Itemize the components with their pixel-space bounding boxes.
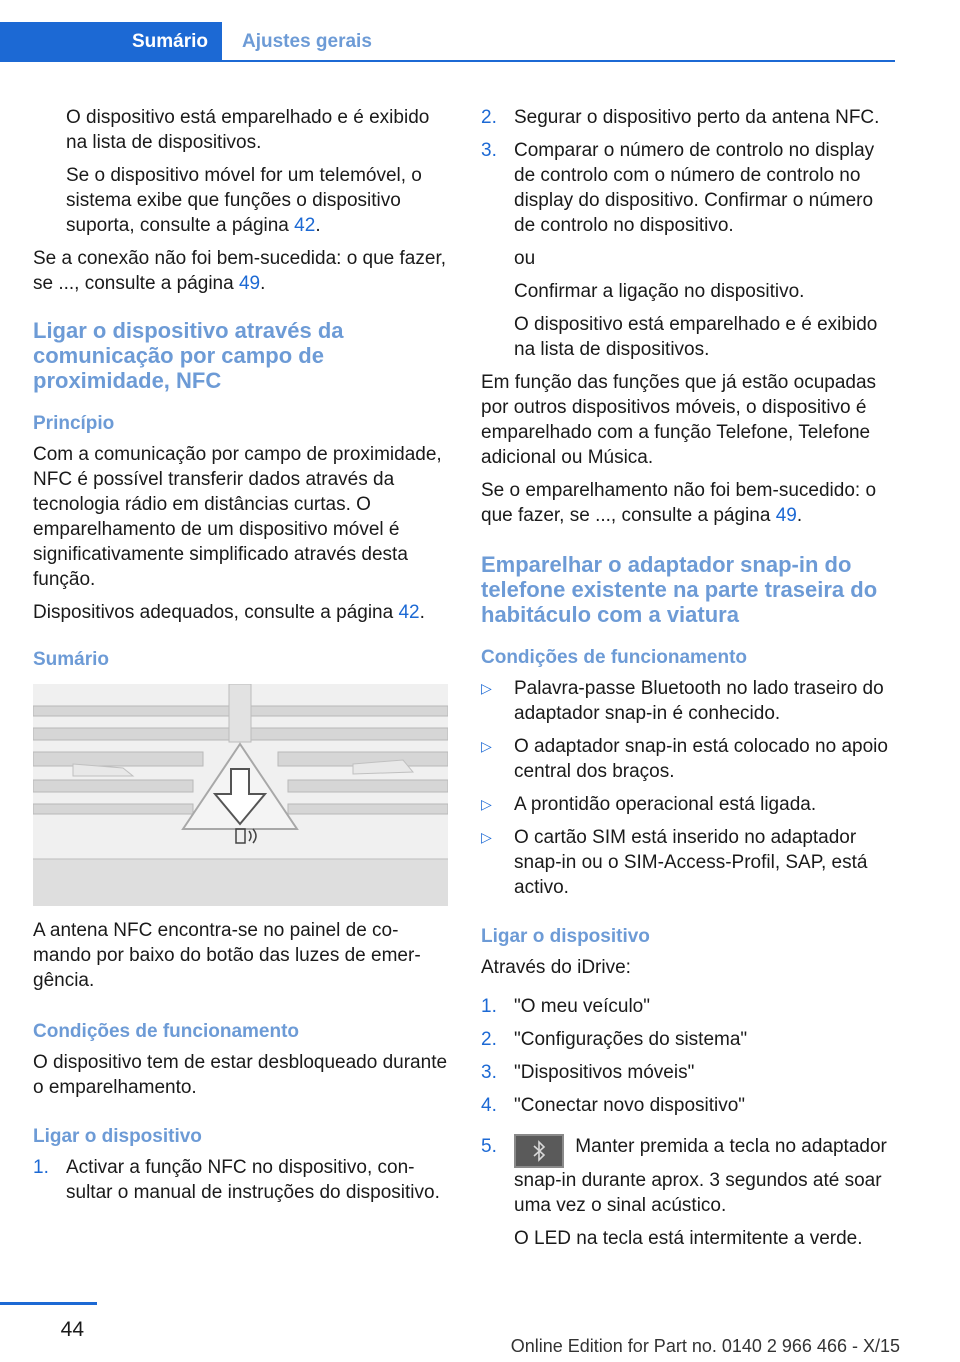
condicoes-paragraph: O dispositivo tem de estar desbloqueado durante o emparelhamento. <box>33 1052 448 1098</box>
subheading-sumario: Sumário <box>33 649 110 670</box>
list-item <box>481 1093 896 1118</box>
step-text: Segurar o dispositivo perto da antena NFC. <box>514 107 880 128</box>
right-steps-list <box>481 105 896 362</box>
pairing-failed-paragraph: Se o emparelhamento não foi bem-sucedido: o que fazer, se ..., consulte a página 49. <box>481 480 877 526</box>
list-item <box>481 994 896 1019</box>
conditions-list <box>481 676 896 900</box>
left-steps-list <box>33 1155 448 1205</box>
step-text: "Dispositivos móveis" <box>514 1062 695 1083</box>
right-column <box>481 105 896 1259</box>
list-item <box>481 1027 896 1052</box>
page-link-42-b[interactable]: 42 <box>398 602 420 623</box>
step-number: 3. <box>481 1062 497 1083</box>
paired-paragraph: O dispositivo está emparelhado e é exibido na lista de dispositivos. <box>66 107 430 153</box>
step-number: 1. <box>33 1157 49 1178</box>
subheading-ligar-left: Ligar o dispositivo <box>33 1126 202 1147</box>
phone-functions-text: Se o dispositivo móvel for um telemóvel, o sistema exibe que funções o dispositivo suporta, consulte a página <box>66 165 422 236</box>
list-item <box>481 825 896 900</box>
principio-paragraph: Com a comunicação por campo de proximidade, NFC é possível transferir dados através da tecnologia rádio em distâncias curtas. O emparelhamento de um dispositivo móvel é significativamente simplificado através desta função. <box>33 444 442 590</box>
subheading-condicoes-left: Condições de funcionamento <box>33 1021 300 1042</box>
list-item <box>481 676 896 726</box>
step-text: "Configurações do sistema" <box>514 1029 748 1050</box>
step-text: Activar a função NFC no dispositivo, consultar o manual de instruções do dispositivo. <box>66 1157 440 1203</box>
page-link-49-b[interactable]: 49 <box>775 505 797 526</box>
step-number: 5. <box>481 1136 497 1157</box>
page-link-49[interactable]: 49 <box>238 273 261 294</box>
connection-failed-text: Se a conexão não foi bem-sucedida: o que fazer, se ..., consulte a página <box>33 248 446 294</box>
tab-sumario-label: Sumário <box>131 31 208 52</box>
list-item <box>481 792 896 817</box>
list-item <box>481 1060 896 1085</box>
edition-note: Online Edition for Part no. 0140 2 966 466 - X/15 <box>510 1336 900 1356</box>
suitable-devices-text: Dispositivos adequados, consulte a página <box>33 602 399 623</box>
antenna-caption: A antena NFC encontra-se no painel de comando por baixo do botão das luzes de emergência. <box>33 920 421 991</box>
footer-accent-bar <box>0 1302 97 1305</box>
pairing-failed-text: Se o emparelhamento não foi bem-sucedido: o que fazer, se ..., consulte a página <box>481 480 877 526</box>
section-heading-snapin: Emparelhar o adaptador snap-in do telefone existente na parte traseira do habitáculo com a viatura <box>481 552 878 627</box>
step-number: 4. <box>481 1095 497 1116</box>
triangle-bullet-icon: ▷ <box>481 680 492 696</box>
subheading-condicoes-right: Condições de funcionamento <box>481 647 748 668</box>
tab-sumario[interactable] <box>0 22 222 62</box>
step-number: 1. <box>481 996 497 1017</box>
nfc-antenna-drawing <box>33 684 448 906</box>
triangle-bullet-icon: ▷ <box>481 738 492 754</box>
connection-failed-paragraph: Se a conexão não foi bem-sucedida: o que fazer, se ..., consulte a página 49. <box>33 248 446 294</box>
step-text: Manter premida a tecla no adaptador snap-in durante aprox. 3 segundos até soar uma vez o sinal acústico. <box>514 1136 887 1216</box>
header-tabs <box>0 22 895 62</box>
tab-ajustes-gerais-label: Ajustes gerais <box>242 31 372 52</box>
page-number: 44 <box>60 1318 84 1341</box>
nfc-antenna-illustration <box>33 684 448 906</box>
section-heading-nfc: Ligar o dispositivo através da comunicação por campo de proximidade, NFC <box>33 318 344 393</box>
menu-steps-list <box>481 994 896 1251</box>
list-item <box>481 138 896 362</box>
step-number: 2. <box>481 1029 497 1050</box>
condition-text: A prontidão operacional está ligada. <box>514 794 817 815</box>
condition-text: Palavra-passe Bluetooth no lado traseiro do adaptador snap-in é conhecido. <box>514 678 884 724</box>
left-column <box>33 105 448 1213</box>
subheading-principio: Princípio <box>33 413 115 434</box>
list-item <box>481 105 896 130</box>
condition-text: O cartão SIM está inserido no adaptador snap-in ou o SIM-Access-Profil, SAP, está activo. <box>514 827 868 898</box>
step-alt: Confirmar a ligação no dispositivo. <box>514 281 805 302</box>
subheading-ligar-right: Ligar o dispositivo <box>481 926 650 947</box>
phone-functions-paragraph: Se o dispositivo móvel for um telemóvel, o sistema exibe que funções o dispositivo suporta, consulte a página 42. <box>66 165 422 236</box>
step-text: "Conectar novo dispositivo" <box>514 1095 746 1116</box>
step-text: Comparar o número de controlo no display de controlo com o número de controlo no display do dispositivo. Confirmar o número de controlo no dispositivo. <box>514 140 875 236</box>
condition-text: O adaptador snap-in está colocado no apoio central dos braços. <box>514 736 888 782</box>
tab-ajustes-gerais[interactable] <box>222 22 895 62</box>
list-item <box>481 734 896 784</box>
step-text: "O meu veículo" <box>514 996 650 1017</box>
idrive-paragraph: Através do iDrive: <box>481 957 631 978</box>
bluetooth-icon <box>532 1140 546 1162</box>
step-result: O LED na tecla está intermitente a verde. <box>514 1228 863 1249</box>
triangle-bullet-icon: ▷ <box>481 829 492 845</box>
page-link-42[interactable]: 42 <box>294 215 316 236</box>
step-or: ou <box>514 248 536 269</box>
triangle-bullet-icon: ▷ <box>481 796 492 812</box>
bluetooth-key-image <box>514 1134 564 1168</box>
step-result: O dispositivo está emparelhado e é exibido na lista de dispositivos. <box>514 314 878 360</box>
list-item <box>481 1134 896 1251</box>
step-number: 2. <box>481 107 497 128</box>
functions-paragraph: Em função das funções que já estão ocupadas por outros dispositivos móveis, o dispositivo é emparelhado com a função Telefone, Telefone adicional ou Música. <box>481 372 877 468</box>
suitable-devices-paragraph: Dispositivos adequados, consulte a página 42. <box>33 602 425 623</box>
list-item <box>33 1155 448 1205</box>
step-number: 3. <box>481 140 497 161</box>
